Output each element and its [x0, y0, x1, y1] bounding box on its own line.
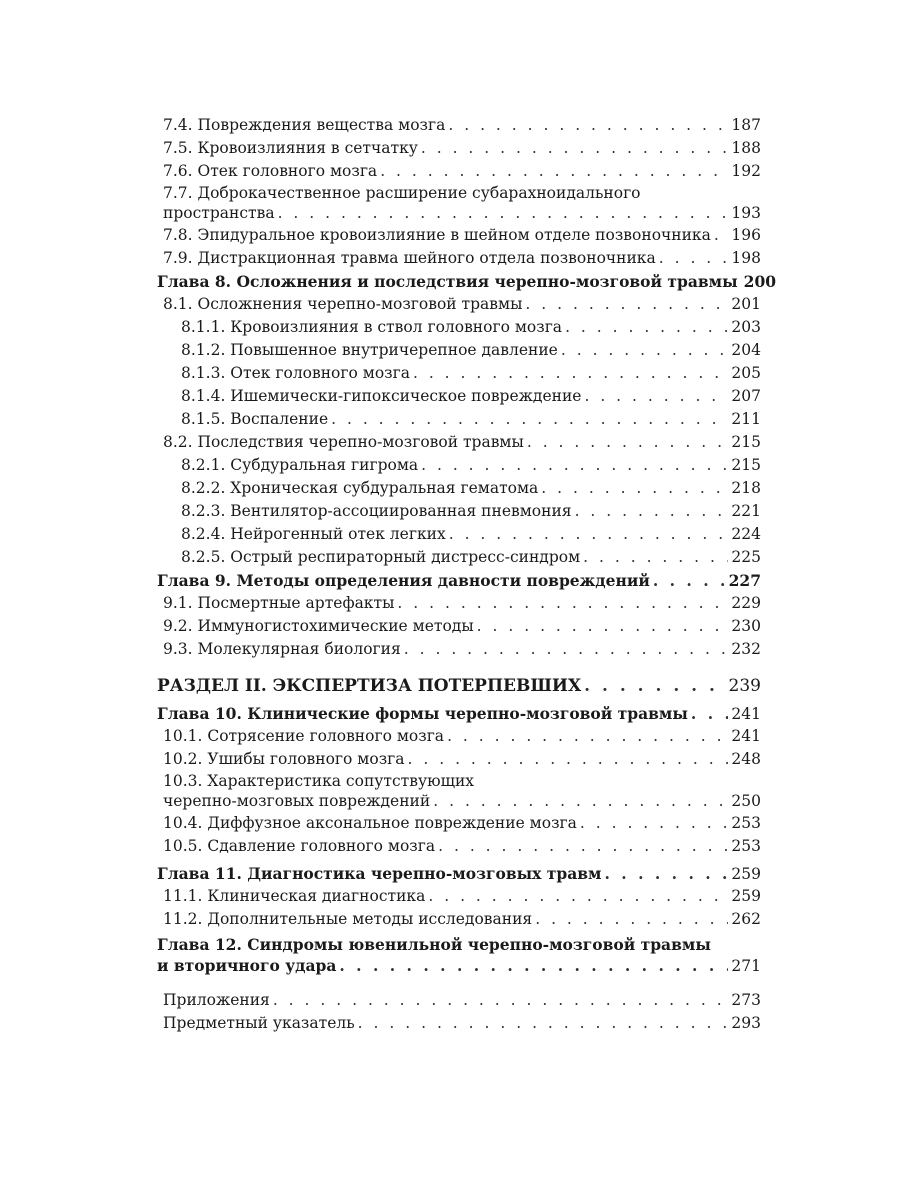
toc-entry-page: 239	[728, 676, 761, 696]
toc-entry-label: 8.1.3. Отек головного мозга	[181, 364, 410, 382]
toc-entry-page: 232	[731, 640, 761, 658]
leader-dots	[438, 835, 728, 858]
toc-entry-label-cont: пространства	[163, 204, 275, 222]
toc-entry-page: 188	[731, 139, 761, 157]
leader-dots	[331, 408, 728, 431]
toc-entry-page: 241	[731, 705, 761, 723]
toc-chapter-label-cont: и вторичного удара	[157, 956, 337, 975]
toc-chapter-label: Глава 8. Осложнения и последствия черепно-мозговой травмы	[157, 272, 738, 291]
leader-dots	[273, 989, 729, 1012]
toc-entry-label: 8.2.2. Хроническая субдуральная гематома	[181, 479, 539, 497]
leader-dots	[525, 293, 728, 316]
toc-entry-label: 8.2.1. Субдуральная гигрома	[181, 456, 419, 474]
toc-entry-label: 7.9. Дистракционная травма шейного отдела позвоночника	[163, 249, 656, 267]
toc-entry[interactable]	[163, 431, 761, 454]
leader-dots	[447, 725, 728, 748]
toc-entry-page: 192	[731, 162, 761, 180]
toc-entry[interactable]	[163, 114, 761, 137]
toc-entry[interactable]	[163, 908, 761, 931]
toc-entry[interactable]	[163, 224, 761, 247]
toc-entry-label: 9.3. Молекулярная биология	[163, 640, 401, 658]
leader-dots	[278, 203, 729, 224]
toc-entry[interactable]	[163, 638, 761, 661]
leader-dots	[580, 812, 729, 835]
leader-dots	[565, 316, 728, 339]
leader-dots	[561, 339, 729, 362]
toc-entry[interactable]	[163, 812, 761, 835]
toc-entry[interactable]	[163, 989, 761, 1012]
toc-entry-page: 196	[731, 226, 761, 244]
leader-dots	[659, 247, 729, 270]
toc-entry[interactable]	[163, 316, 761, 339]
leader-dots	[449, 523, 729, 546]
toc-entry[interactable]	[163, 523, 761, 546]
toc-chapter[interactable]	[157, 702, 761, 725]
leader-dots	[408, 748, 729, 771]
toc-entry[interactable]	[163, 835, 761, 858]
toc-entry[interactable]	[163, 408, 761, 431]
toc-entry-page: 218	[731, 479, 761, 497]
leader-dots	[477, 615, 729, 638]
toc-entry-label: 10.3. Характеристика сопутствующих	[163, 772, 475, 790]
toc-entry[interactable]	[163, 885, 761, 908]
leader-dots	[433, 791, 728, 812]
leader-dots	[691, 702, 728, 725]
leader-dots	[535, 908, 728, 931]
toc-chapter[interactable]	[157, 569, 761, 592]
toc-entry[interactable]	[163, 293, 761, 316]
toc-entry-page: 271	[731, 957, 761, 975]
toc-entry[interactable]	[163, 339, 761, 362]
toc-chapter-label: Глава 12. Синдромы ювенильной черепно-мозговой травмы	[157, 935, 711, 954]
toc-entry-page: 273	[731, 991, 761, 1009]
toc-entry-label: 7.4. Повреждения вещества мозга	[163, 116, 446, 134]
toc-entry[interactable]	[163, 183, 761, 224]
toc-entry-label: 7.7. Доброкачественное расширение субарахноидального	[163, 184, 641, 202]
toc-entry-label: 8.2.5. Острый респираторный дистресс-синдром	[181, 548, 581, 566]
toc-chapter-label: Глава 10. Клинические формы черепно-мозговой травмы	[157, 704, 688, 723]
leader-dots	[653, 569, 726, 592]
toc-entry-page: 205	[731, 364, 761, 382]
toc-entry[interactable]	[163, 362, 761, 385]
leader-dots	[380, 160, 728, 183]
leader-dots	[584, 385, 728, 408]
toc-chapter[interactable]	[157, 862, 761, 885]
toc-entry-label: 7.6. Отек головного мозга	[163, 162, 378, 180]
toc-entry[interactable]	[163, 247, 761, 270]
toc-section-label: РАЗДЕЛ II. ЭКСПЕРТИЗА ПОТЕРПЕВШИХ	[157, 676, 582, 696]
leader-dots	[428, 885, 728, 908]
toc-entry[interactable]	[163, 771, 761, 812]
toc-entry-label: 10.5. Сдавление головного мозга	[163, 837, 436, 855]
leader-dots	[421, 137, 729, 160]
toc-entry-label: 9.2. Иммуногистохимические методы	[163, 617, 474, 635]
toc-entry-page: 211	[731, 410, 761, 428]
toc-entry-label: 11.1. Клиническая диагностика	[163, 887, 426, 905]
toc-chapter-label: Глава 11. Диагностика черепно-мозговых травм	[157, 864, 602, 883]
toc-entry-page: 250	[731, 792, 761, 810]
toc-entry-page: 241	[731, 727, 761, 745]
toc-entry-page: 203	[731, 318, 761, 336]
toc-entry-label: 9.1. Посмертные артефакты	[163, 594, 395, 612]
toc-entry-label: 10.2. Ушибы головного мозга	[163, 750, 405, 768]
toc-entry-page: 215	[731, 433, 761, 451]
toc-entry-page: 215	[731, 456, 761, 474]
toc-chapter-label: Глава 9. Методы определения давности повреждений	[157, 571, 650, 590]
toc-entry-page: 207	[731, 387, 761, 405]
toc-entry-page: 193	[731, 204, 761, 222]
toc-entry-label: 11.2. Дополнительные методы исследования	[163, 910, 533, 928]
spacer	[163, 977, 761, 989]
toc-entry-page: 253	[731, 814, 761, 832]
leader-dots	[714, 224, 729, 247]
toc-entry-page: 293	[731, 1014, 761, 1032]
leader-dots	[541, 477, 728, 500]
leader-dots	[358, 1012, 729, 1035]
toc-entry-page: 229	[731, 594, 761, 612]
toc-entry-page: 262	[731, 910, 761, 928]
leader-dots	[448, 114, 728, 137]
toc-entry-page: 225	[731, 548, 761, 566]
leader-dots	[527, 431, 729, 454]
toc-entry-label: 8.2.4. Нейрогенный отек легких	[181, 525, 446, 543]
toc-entry-label: 7.5. Кровоизлияния в сетчатку	[163, 139, 418, 157]
toc-entry-label-cont: черепно-мозговых повреждений	[163, 792, 431, 810]
toc-entry-page: 204	[731, 341, 761, 359]
toc-entry[interactable]	[163, 137, 761, 160]
toc-entry-label: 8.2. Последствия черепно-мозговой травмы	[163, 433, 524, 451]
toc-entry[interactable]	[163, 748, 761, 771]
toc-entry[interactable]	[163, 385, 761, 408]
toc-entry-label: 10.4. Диффузное аксональное повреждение мозга	[163, 814, 577, 832]
leader-dots	[404, 638, 729, 661]
toc-entry-label: 7.8. Эпидуральное кровоизлияние в шейном отделе позвоночника	[163, 226, 711, 244]
toc-entry[interactable]	[163, 477, 761, 500]
toc-entry[interactable]	[163, 454, 761, 477]
toc-entry-label: 8.1.4. Ишемически-гипоксическое повреждение	[181, 387, 582, 405]
leader-dots	[397, 592, 728, 615]
toc-entry-page: 200	[743, 272, 777, 291]
leader-dots	[604, 862, 728, 885]
toc-entry-label: 10.1. Сотрясение головного мозга	[163, 727, 445, 745]
toc-entry-page: 224	[731, 525, 761, 543]
toc-entry[interactable]	[163, 725, 761, 748]
toc-entry-label: 8.1. Осложнения черепно-мозговой травмы	[163, 295, 523, 313]
toc-entry-label: Приложения	[163, 991, 270, 1009]
table-of-contents	[157, 114, 777, 1035]
leader-dots	[583, 546, 728, 569]
toc-entry-page: 230	[731, 617, 761, 635]
toc-entry-page: 253	[731, 837, 761, 855]
leader-dots	[575, 500, 729, 523]
toc-entry-label: 8.1.2. Повышенное внутричерепное давление	[181, 341, 558, 359]
leader-dots	[413, 362, 728, 385]
toc-entry-page: 259	[731, 887, 761, 905]
leader-dots	[339, 955, 728, 976]
toc-entry-page: 201	[731, 295, 761, 313]
toc-entry-page: 221	[731, 502, 761, 520]
toc-entry[interactable]	[163, 160, 761, 183]
toc-entry[interactable]	[163, 546, 761, 569]
toc-entry-page: 259	[731, 865, 761, 883]
toc-section[interactable]	[157, 675, 761, 698]
toc-entry-page: 198	[731, 249, 761, 267]
toc-entry-label: 8.1.1. Кровоизлияния в ствол головного мозга	[181, 318, 563, 336]
toc-entry[interactable]	[163, 500, 761, 523]
leader-dots	[421, 454, 728, 477]
leader-dots	[584, 675, 725, 698]
toc-entry[interactable]	[163, 1012, 761, 1035]
toc-entry[interactable]	[163, 615, 761, 638]
toc-entry-label: 8.2.3. Вентилятор-ассоциированная пневмония	[181, 502, 572, 520]
toc-chapter[interactable]	[157, 935, 761, 977]
toc-entry[interactable]	[163, 592, 761, 615]
toc-entry-page: 227	[728, 571, 761, 590]
toc-entry-label: Предметный указатель	[163, 1014, 355, 1032]
toc-entry-page: 187	[731, 116, 761, 134]
toc-entry-label: 8.1.5. Воспаление	[181, 410, 329, 428]
toc-chapter[interactable]	[157, 270, 777, 293]
toc-entry-page: 248	[731, 750, 761, 768]
